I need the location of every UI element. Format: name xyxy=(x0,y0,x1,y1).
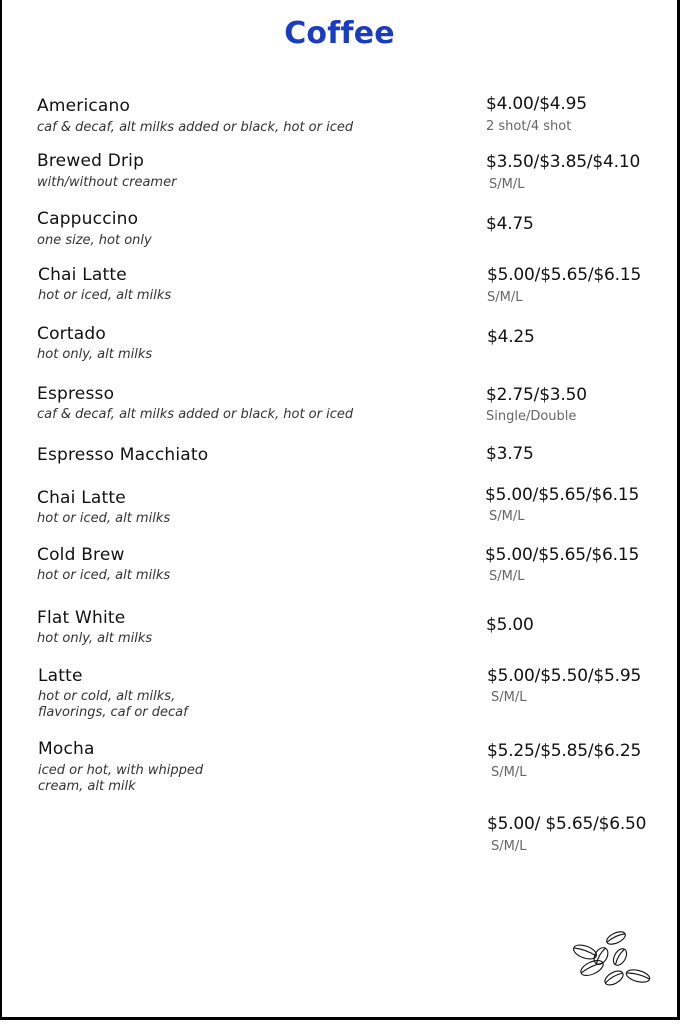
item-name: Cortado xyxy=(37,324,106,344)
item-description: caf & decaf, alt milks added or black, hot or iced xyxy=(37,120,354,135)
item-sizes: S/M/L xyxy=(489,177,525,192)
item-name: Americano xyxy=(37,96,131,116)
item-price: $4.25 xyxy=(487,327,535,347)
item-description: with/without creamer xyxy=(37,175,177,190)
item-sizes: S/M/L xyxy=(491,690,527,705)
item-description: hot or iced, alt milks xyxy=(37,511,171,526)
item-description: hot only, alt milks xyxy=(37,347,153,362)
item-sizes: S/M/L xyxy=(491,765,527,780)
item-description: iced or hot, with whipped xyxy=(38,763,204,778)
item-sizes: 2 shot/4 shot xyxy=(486,119,572,134)
item-description: hot or cold, alt milks, xyxy=(38,689,176,704)
item-price: $4.00/$4.95 xyxy=(486,94,587,114)
item-name: Espresso Macchiato xyxy=(37,445,209,465)
item-description: hot only, alt milks xyxy=(37,631,153,646)
item-description: caf & decaf, alt milks added or black, hot or iced xyxy=(37,407,354,422)
item-price: $5.00/$5.65/$6.15 xyxy=(485,485,640,505)
item-description: hot or iced, alt milks xyxy=(37,568,171,583)
item-name: Brewed Drip xyxy=(37,151,145,171)
item-sizes: S/M/L xyxy=(489,509,525,524)
item-sizes: S/M/L xyxy=(487,290,523,305)
coffee-beans-icon xyxy=(568,926,652,990)
item-price: $5.00/$5.65/$6.15 xyxy=(487,265,642,285)
item-name: Cappuccino xyxy=(37,209,139,229)
item-name: Cold Brew xyxy=(37,545,125,565)
item-description: cream, alt milk xyxy=(38,779,136,794)
item-sizes: Single/Double xyxy=(486,409,577,424)
item-price: $3.75 xyxy=(486,444,534,464)
item-price: $5.00 xyxy=(486,615,534,635)
item-name: Chai Latte xyxy=(38,265,127,285)
item-price: $4.75 xyxy=(486,214,534,234)
item-sizes: S/M/L xyxy=(489,569,525,584)
item-price: $5.00/ $5.65/$6.50 xyxy=(487,814,647,834)
item-name: Espresso xyxy=(37,384,115,404)
item-description: one size, hot only xyxy=(37,233,152,248)
item-name: Chai Latte xyxy=(37,488,126,508)
page-title: Coffee xyxy=(284,16,395,51)
item-description: flavorings, caf or decaf xyxy=(38,705,188,720)
item-price: $5.25/$5.85/$6.25 xyxy=(487,741,642,761)
item-description: hot or iced, alt milks xyxy=(38,288,172,303)
item-price: $5.00/$5.65/$6.15 xyxy=(485,545,640,565)
item-price: $3.50/$3.85/$4.10 xyxy=(486,152,641,172)
item-name: Flat White xyxy=(37,608,126,628)
item-price: $5.00/$5.50/$5.95 xyxy=(487,666,642,686)
item-price: $2.75/$3.50 xyxy=(486,385,587,405)
item-name: Latte xyxy=(38,666,83,686)
item-name: Mocha xyxy=(38,739,95,759)
item-sizes: S/M/L xyxy=(491,839,527,854)
